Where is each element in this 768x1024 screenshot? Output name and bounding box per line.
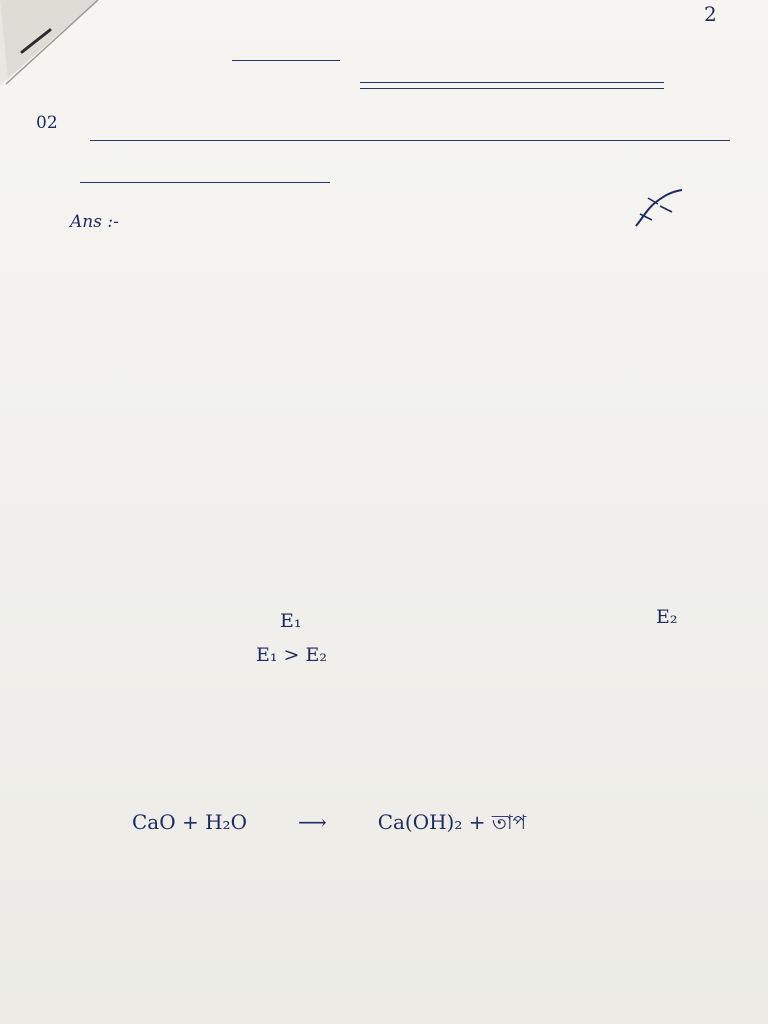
equation-reactant-1: CaO [132,810,176,834]
header-subject [232,34,362,60]
paragraph-2-line-9 [54,608,314,638]
page-number: 2 [704,2,717,26]
paragraph-2-line-12 [54,708,734,738]
paragraph-2-line-4 [54,440,734,470]
paragraph-2-line-13 [54,740,734,770]
paragraph-2-line-6 [54,508,734,538]
signature-scribble-icon [630,186,690,232]
equation-plus-2: + [468,810,486,834]
answer-label: Ans :- [70,212,119,232]
chapter-underline [360,82,664,83]
paragraph-2-line-11 [54,676,734,706]
paragraph-2-line-3 [54,406,734,436]
reaction-arrow-icon: ⟶ [297,810,327,834]
equation-reactant-2: H₂O [205,810,247,834]
question-number: 02 [36,113,58,133]
equation-product: Ca(OH)₂ [377,810,463,834]
equation-heat: তাপ [491,810,527,834]
paragraph-2-line-7 [54,542,734,572]
paragraph-1-line-1 [110,240,730,270]
paragraph-1-line-2 [90,270,730,300]
paragraph-2-line-10 [54,642,254,672]
chapter-underline-2 [360,88,664,89]
paragraph-2-line-8 [54,574,734,604]
header-chapter [362,56,662,84]
energy-inequality: E₁ > E₂ [256,644,327,666]
question-underline-1 [90,140,730,141]
chemical-equation [132,808,526,841]
header-name-line [168,6,498,32]
subject-underline [232,60,340,61]
paragraph-3-line-1 [48,850,738,880]
question-line-1 [88,112,728,140]
product-energy-symbol: E₂ [656,606,678,628]
question-underline-2 [80,182,330,183]
folded-corner-icon [0,0,100,90]
equation-plus-1: + [181,810,199,834]
paragraph-3-line-3 [48,912,738,942]
paragraph-3-line-4 [48,944,738,974]
paragraph-2-line-5 [54,474,734,504]
paragraph-2-line-1 [54,346,734,376]
question-line-2 [80,156,330,184]
paragraph-2-line-14 [54,772,734,802]
reactant-energy-symbol: E₁ [280,610,302,632]
paragraph-2-line-2 [54,376,734,406]
paragraph-3-line-2 [48,880,738,910]
